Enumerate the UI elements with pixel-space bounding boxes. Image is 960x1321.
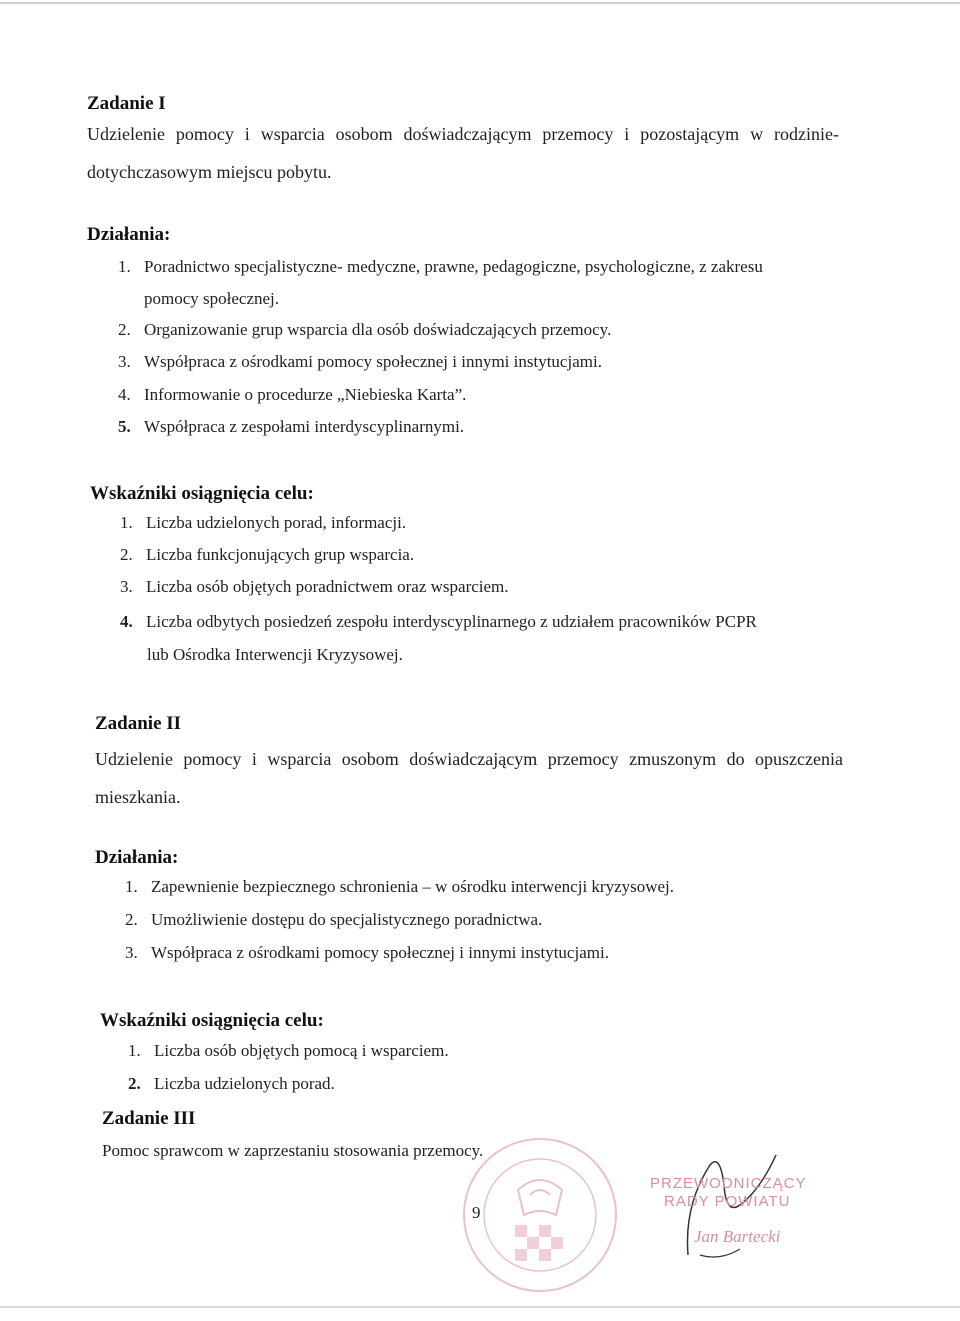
zadanie-1-action-1-cont: pomocy społecznej.	[144, 289, 280, 308]
zadanie-3-description: Pomoc sprawcom w zaprzestaniu stosowania przemocy.	[102, 1141, 484, 1160]
zadanie-1-action-4: 4. Informowanie o procedurze „Niebieska Karta”.	[118, 385, 467, 404]
chairman-stamp-name: Jan Bartecki	[694, 1227, 781, 1246]
zadanie-1-action-5: 5. Współpraca z zespołami interdyscyplinarnymi.	[118, 417, 465, 436]
bottom-scan-edge	[0, 1306, 960, 1308]
zadanie-1-indicator-4-cont: lub Ośrodka Interwencji Kryzysowej.	[147, 645, 403, 664]
page-number: 9	[472, 1203, 481, 1222]
zadanie-1-indicator-1: 1. Liczba udzielonych porad, informacji.	[120, 513, 407, 532]
zadanie-1-indicator-3: 3. Liczba osób objętych poradnictwem oraz wsparciem.	[120, 577, 509, 596]
zadanie-1-action-2: 2. Organizowanie grup wsparcia dla osób doświadczających przemocy.	[118, 320, 612, 339]
zadanie-2-indicators-heading: Wskaźniki osiągnięcia celu:	[100, 1010, 324, 1031]
zadanie-2-indicator-1: 1. Liczba osób objętych pomocą i wsparciem.	[128, 1041, 449, 1060]
chairman-stamp-body: RADY POWIATU	[664, 1193, 791, 1210]
county-council-seal	[460, 1135, 620, 1295]
zadanie-2-action-1: 1. Zapewnienie bezpiecznego schronienia – w ośrodku interwencji kryzysowej.	[125, 877, 675, 896]
zadanie-2-action-2: 2. Umożliwienie dostępu do specjalistycznego poradnictwa.	[125, 910, 543, 929]
zadanie-2-description: Udzielenie pomocy i wsparcia osobom doświadczającym przemocy zmuszonym do opuszczenia mieszkania.	[95, 749, 843, 807]
zadanie-1-action-3: 3. Współpraca z ośrodkami pomocy społecznej i innymi instytucjami.	[118, 352, 602, 371]
top-scan-edge	[0, 2, 960, 4]
zadanie-1-indicators-heading: Wskaźniki osiągnięcia celu:	[90, 483, 314, 504]
zadanie-2-indicator-2: 2. Liczba udzielonych porad.	[128, 1074, 335, 1093]
chairman-stamp-title: PRZEWODNICZĄCY	[650, 1175, 807, 1192]
zadanie-1-actions-heading: Działania:	[87, 224, 171, 245]
zadanie-1-action-1: 1. Poradnictwo specjalistyczne- medyczne, prawne, pedagogiczne, psychologiczne, z zakresu	[118, 257, 763, 276]
zadanie-2-actions-heading: Działania:	[95, 847, 179, 868]
zadanie-1-indicator-4: 4. Liczba odbytych posiedzeń zespołu interdyscyplinarnego z udziałem pracowników PCPR	[120, 612, 757, 631]
zadanie-1-indicator-2: 2. Liczba funkcjonujących grup wsparcia.	[120, 545, 415, 564]
zadanie-2-action-3: 3. Współpraca z ośrodkami pomocy społecznej i innymi instytucjami.	[125, 943, 609, 962]
chairman-stamp	[650, 1175, 860, 1265]
zadanie-3-title: Zadanie III	[102, 1108, 196, 1129]
zadanie-2-title: Zadanie II	[95, 713, 182, 734]
zadanie-1-description: Udzielenie pomocy i wsparcia osobom doświadczającym przemocy i pozostającym w rodzinie-dotychczasowym miejscu pobytu.	[87, 124, 839, 182]
zadanie-1-title: Zadanie I	[87, 93, 166, 114]
